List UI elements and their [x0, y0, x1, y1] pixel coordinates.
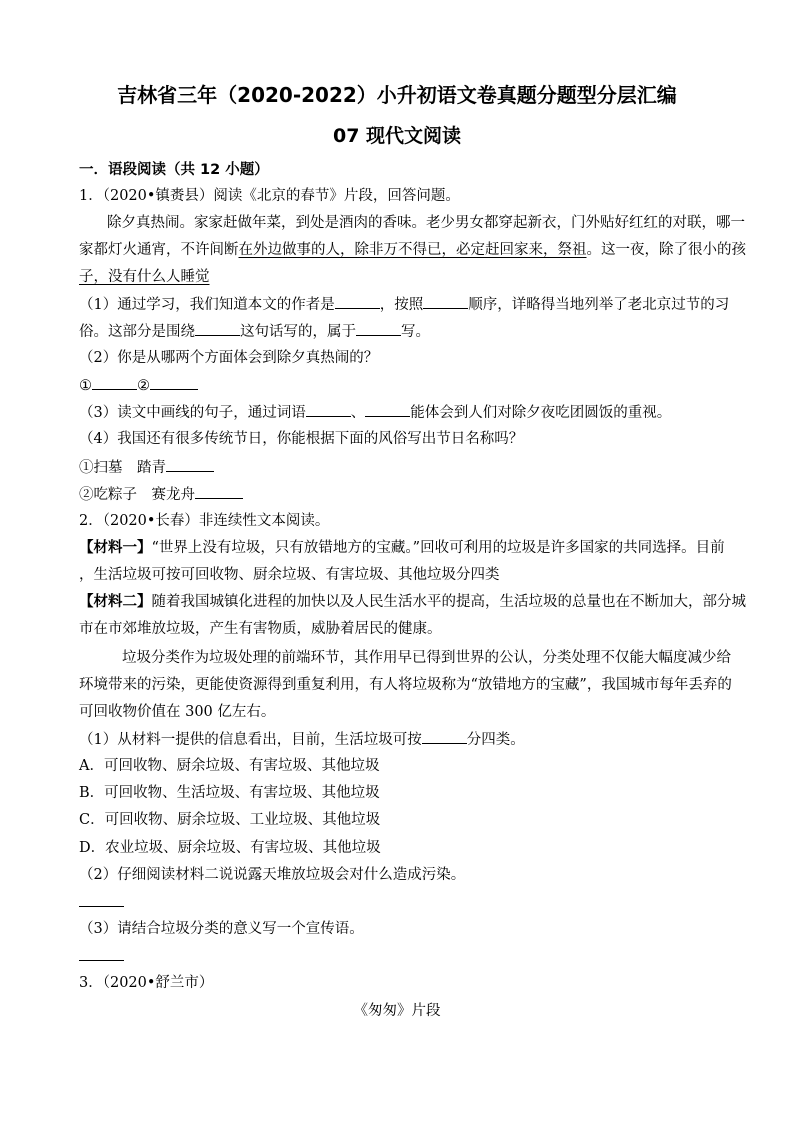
q2-sub2-answer-line [79, 892, 124, 913]
q1-passage-line-3 [79, 267, 210, 287]
q2-material-2-text: 随着我国城镇化进程的加快以及人民生活水平的提高，生活垃圾的总量也在不断加大，部分城 [151, 594, 746, 610]
q1-sub4-option-2: ②吃粽子 赛龙舟 [79, 487, 195, 503]
q1-passage-3: 子，没有什么人睡觉 [79, 269, 210, 285]
q2-option-c[interactable]: C．可回收物、厨余垃圾、工业垃圾、其他垃圾 [79, 812, 381, 828]
answer-blank[interactable] [166, 457, 214, 472]
q1-sub3-text-a: （3）读文中画线的句子，通过词语 [79, 405, 306, 421]
answer-blank[interactable] [356, 321, 401, 336]
q1-sub3-text-c: 能体会到人们对除夕夜吃团圆饭的重视。 [410, 405, 672, 421]
answer-blank[interactable] [423, 294, 468, 309]
q1-sub1-line-2 [79, 321, 430, 342]
answer-blank[interactable] [79, 946, 124, 961]
q2-sub3-answer-line [79, 946, 124, 967]
q1-sub1-text-d: 俗。这部分是围绕 [79, 324, 195, 340]
q2-sub2: （2）仔细阅读材料二说说露天堆放垃圾会对什么造成污染。 [79, 867, 466, 883]
answer-blank[interactable] [422, 729, 467, 744]
q1-sub2-mark-1: ① [79, 378, 92, 394]
q2-material-2-text-2: 市在市郊堆放垃圾，产生有害物质，威胁着居民的健康。 [79, 621, 442, 637]
q2-material-1-text: “世界上没有垃圾，只有放错地方的宝藏。”回收可利用的垃圾是许多国家的共同选择。目前 [151, 540, 725, 556]
q2-material-2-para2-line-3: 可回收物价值在 300 亿左右。 [79, 704, 276, 720]
q1-sub1-text-c: 顺序，详略得当地列举了老北京过节的习 [468, 297, 730, 313]
q2-sub3: （3）请结合垃圾分类的意义写一个宣传语。 [79, 921, 364, 937]
q1-sub2-answers [79, 375, 198, 396]
q1-sub4-item-1 [79, 457, 214, 478]
q2-sub1-text-b: 分四类。 [466, 732, 525, 748]
q1-sub1-text-e: 这句话写的，属于 [240, 324, 356, 340]
q2-material-1-text-2: ，生活垃圾可按可回收物、厨余垃圾、有害垃圾、其他垃圾分四类 [79, 567, 500, 583]
document-title: 吉林省三年（2020-2022）小升初语文卷真题分题型分层汇编 [117, 83, 677, 107]
q1-passage-line-2 [79, 240, 746, 260]
q1-sub2-mark-2: ② [137, 378, 150, 394]
answer-blank[interactable] [150, 375, 198, 390]
q3-intro: 3．（2020•舒兰市） [79, 975, 214, 991]
q2-option-d[interactable]: D．农业垃圾、厨余垃圾、有害垃圾、其他垃圾 [79, 840, 381, 856]
q1-passage-2a: 家都灯火通宵，不许间断 [79, 242, 239, 258]
section-heading: 一．语段阅读（共 12 小题） [79, 162, 269, 178]
document-subtitle: 07 现代文阅读 [332, 125, 462, 147]
q1-sub1-text-a: （1）通过学习，我们知道本文的作者是 [79, 297, 335, 313]
q1-underlined-sentence: 在外边做事的人，除非万不得已，必定赶回家来，祭祖 [238, 242, 587, 258]
q1-sub4-option-1: ①扫墓 踏青 [79, 460, 166, 476]
answer-blank[interactable] [365, 402, 410, 417]
q1-sub3-text-b: 、 [350, 405, 366, 421]
q2-intro: 2．（2020•长春）非连续性文本阅读。 [79, 513, 330, 529]
q1-sub1-line-1 [79, 294, 729, 315]
q2-option-a[interactable]: A．可回收物、厨余垃圾、有害垃圾、其他垃圾 [79, 758, 380, 774]
q1-sub2: （2）你是从哪两个方面体会到除夕真热闹的？ [79, 350, 379, 366]
q1-sub4-item-2 [79, 484, 243, 505]
q1-sub1-text-f: 写。 [401, 324, 430, 340]
q1-passage-2c: 。这一夜，除了很小的孩 [586, 242, 746, 258]
answer-blank[interactable] [92, 375, 137, 390]
q2-material-2 [79, 592, 746, 612]
q2-material-2-para2-line-2: 环境带来的污染，更能使资源得到重复利用，有人将垃圾称为“放错地方的宝藏”，我国城市每年丢弃的 [79, 677, 732, 693]
q2-material-1 [79, 538, 725, 558]
q2-material-2-label: 【材料二】 [79, 594, 152, 610]
q2-sub1 [79, 729, 525, 750]
answer-blank[interactable] [195, 321, 240, 336]
q2-material-1-label: 【材料一】 [79, 540, 152, 556]
q1-sub4: （4）我国还有很多传统节日，你能根据下面的风俗写出节日名称吗？ [79, 431, 524, 447]
q2-material-2-para2-line-1: 垃圾分类作为垃圾处理的前端环节，其作用早已得到世界的公认，分类处理不仅能大幅度减少给 [122, 650, 731, 666]
q1-intro: 1．（2020•镇赉县）阅读《北京的春节》片段，回答问题。 [79, 188, 460, 204]
q2-sub1-text-a: （1）从材料一提供的信息看出，目前，生活垃圾可按 [79, 732, 422, 748]
q3-passage-title: 《匆匆》片段 [353, 1003, 441, 1019]
q1-sub3 [79, 402, 671, 423]
q1-sub1-text-b: ，按照 [379, 297, 424, 313]
answer-blank[interactable] [195, 484, 243, 499]
answer-blank[interactable] [335, 294, 380, 309]
answer-blank[interactable] [306, 402, 351, 417]
q2-option-b[interactable]: B．可回收物、生活垃圾、有害垃圾、其他垃圾 [79, 785, 380, 801]
q1-passage-line-1: 除夕真热闹。家家赶做年菜，到处是酒肉的香味。老少男女都穿起新衣，门外贴好红红的对联，哪一 [107, 215, 745, 231]
answer-blank[interactable] [79, 892, 124, 907]
